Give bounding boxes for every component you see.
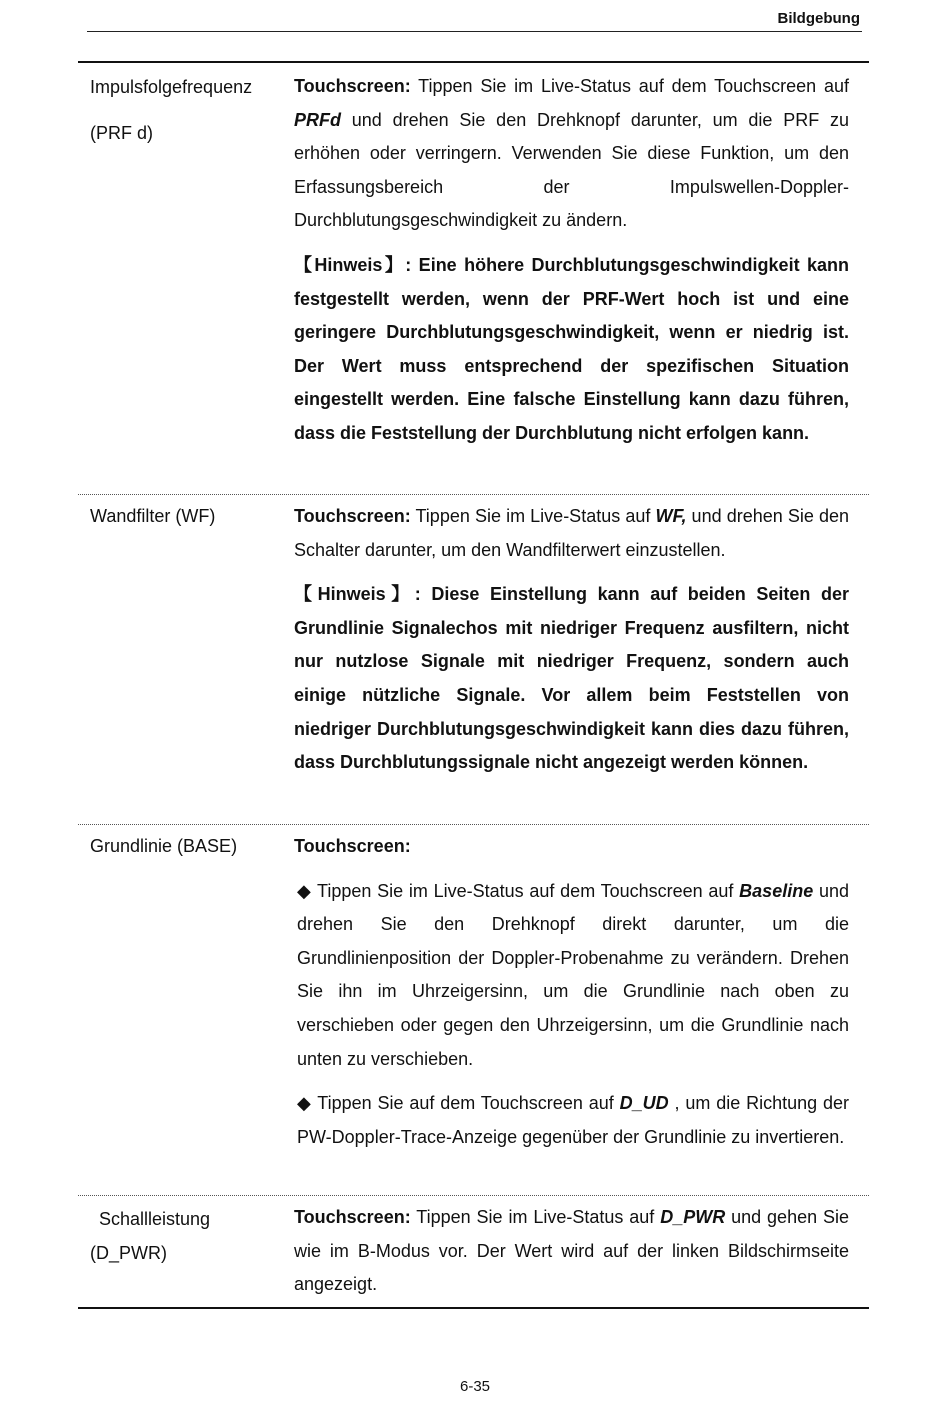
text-span: , um die Richtung der PW-Doppler-Trace-Anzeige gegenüber der Grundlinie zu invertieren. xyxy=(297,1093,849,1147)
control-key-d-ud: D_UD xyxy=(619,1093,669,1114)
note-paragraph: 【Hinweis】: Eine höhere Durchblutungsgeschwindigkeit kann festgestellt werden, wenn der PRF-Wert hoch ist und eine geringere Durchblutungsgeschwindigkeit, wenn er niedrig ist. Der Wert muss entsprechend der spezifischen Situation eingestellt werden. Eine falsche Einstellung kann dazu führen, dass die Feststellung der Durchblutung nicht erfolgen kann. xyxy=(294,254,849,443)
label-line: Wandfilter (WF) xyxy=(90,506,216,526)
table-row-dpwr xyxy=(78,1195,869,1307)
row-label-base xyxy=(78,825,284,1195)
text-span: und gehen Sie wie im B-Modus vor. Der Wert wird auf der linken Bildschirmseite angezeigt. xyxy=(294,1207,850,1295)
bullet-paragraph xyxy=(294,875,849,1077)
text-span: Tippen Sie im Live-Status auf dem Touchscreen auf xyxy=(311,880,740,901)
text-span: und drehen Sie den Schalter darunter, um den Wandfilterwert einzustellen. xyxy=(294,506,849,560)
row-label-prf xyxy=(78,63,284,494)
text-span: Tippen Sie im Live-Status auf xyxy=(410,506,656,526)
description-paragraph xyxy=(294,500,849,567)
control-key-baseline: Baseline xyxy=(739,880,814,901)
label-line: Schallleistung xyxy=(99,1209,211,1229)
settings-table xyxy=(78,61,869,1309)
row-content-wf xyxy=(284,495,849,824)
touchscreen-lead: Touchscreen: xyxy=(294,1207,411,1227)
note-paragraph: 【Hinweis】: Diese Einstellung kann auf beiden Seiten der Grundlinie Signalechos mit niedriger Frequenz ausfiltern, nicht nur nutzlose Signale mit niedriger Frequenz, sondern auch einige nützliche Signale. Vor allem beim Feststellen von niedriger Durchblutungsgeschwindigkeit kann dies dazu führen, dass Durchblutungssignale nicht angezeigt werden können. xyxy=(294,584,849,773)
label-line: Impulsfolgefrequenz xyxy=(90,77,253,97)
label-line: (PRF d) xyxy=(90,123,153,143)
text-span: und drehen Sie den Drehknopf darunter, um die PRF zu erhöhen oder verringern. Verwenden Sie diese Funktion, um den Erfassungsbereich der Impulswellen-Doppler-Durchblutungsgeschwindigkeit zu ändern. xyxy=(294,109,849,231)
touchscreen-lead: Touchscreen: xyxy=(294,506,411,526)
label-line: (D_PWR) xyxy=(90,1242,167,1263)
control-key-wf: WF, xyxy=(655,506,687,526)
row-content-dpwr xyxy=(284,1196,849,1307)
row-label-dpwr xyxy=(78,1196,284,1307)
header-rule xyxy=(87,31,862,32)
running-header-title: Bildgebung xyxy=(777,10,860,27)
description-paragraph xyxy=(294,70,849,238)
text-span: Tippen Sie im Live-Status auf dem Touchscreen auf xyxy=(410,76,849,96)
diamond-bullet-icon: ◆ xyxy=(297,880,312,901)
row-content-base xyxy=(284,825,849,1195)
text-span: und drehen Sie den Drehknopf direkt darunter, um die Grundlinienposition der Doppler-Probenahme zu verändern. Drehen Sie ihn im Uhrzeigersinn, um die Grundlinie nach oben zu verschieben oder gegen den Uhrzeigersinn, um die Grundlinie nach unten zu verschieben. xyxy=(297,880,849,1069)
row-content-prf xyxy=(284,63,849,494)
bullet-paragraph xyxy=(294,1087,849,1154)
touchscreen-lead: Touchscreen: xyxy=(294,76,411,96)
touchscreen-lead: Touchscreen: xyxy=(294,836,411,856)
table-row-base xyxy=(78,824,869,1195)
table-row-wf xyxy=(78,494,869,824)
diamond-bullet-icon: ◆ xyxy=(297,1093,312,1114)
control-key-d-pwr: D_PWR xyxy=(660,1207,726,1227)
text-span: Tippen Sie auf dem Touchscreen auf xyxy=(311,1093,620,1114)
text-span: Tippen Sie im Live-Status auf xyxy=(410,1207,661,1227)
page-number: 6-35 xyxy=(459,1378,491,1395)
row-label-wf xyxy=(78,495,284,824)
control-key-prfd: PRFd xyxy=(294,109,341,130)
table-row-prf xyxy=(78,63,869,494)
description-paragraph xyxy=(294,1201,849,1302)
label-line: Grundlinie (BASE) xyxy=(90,836,238,856)
